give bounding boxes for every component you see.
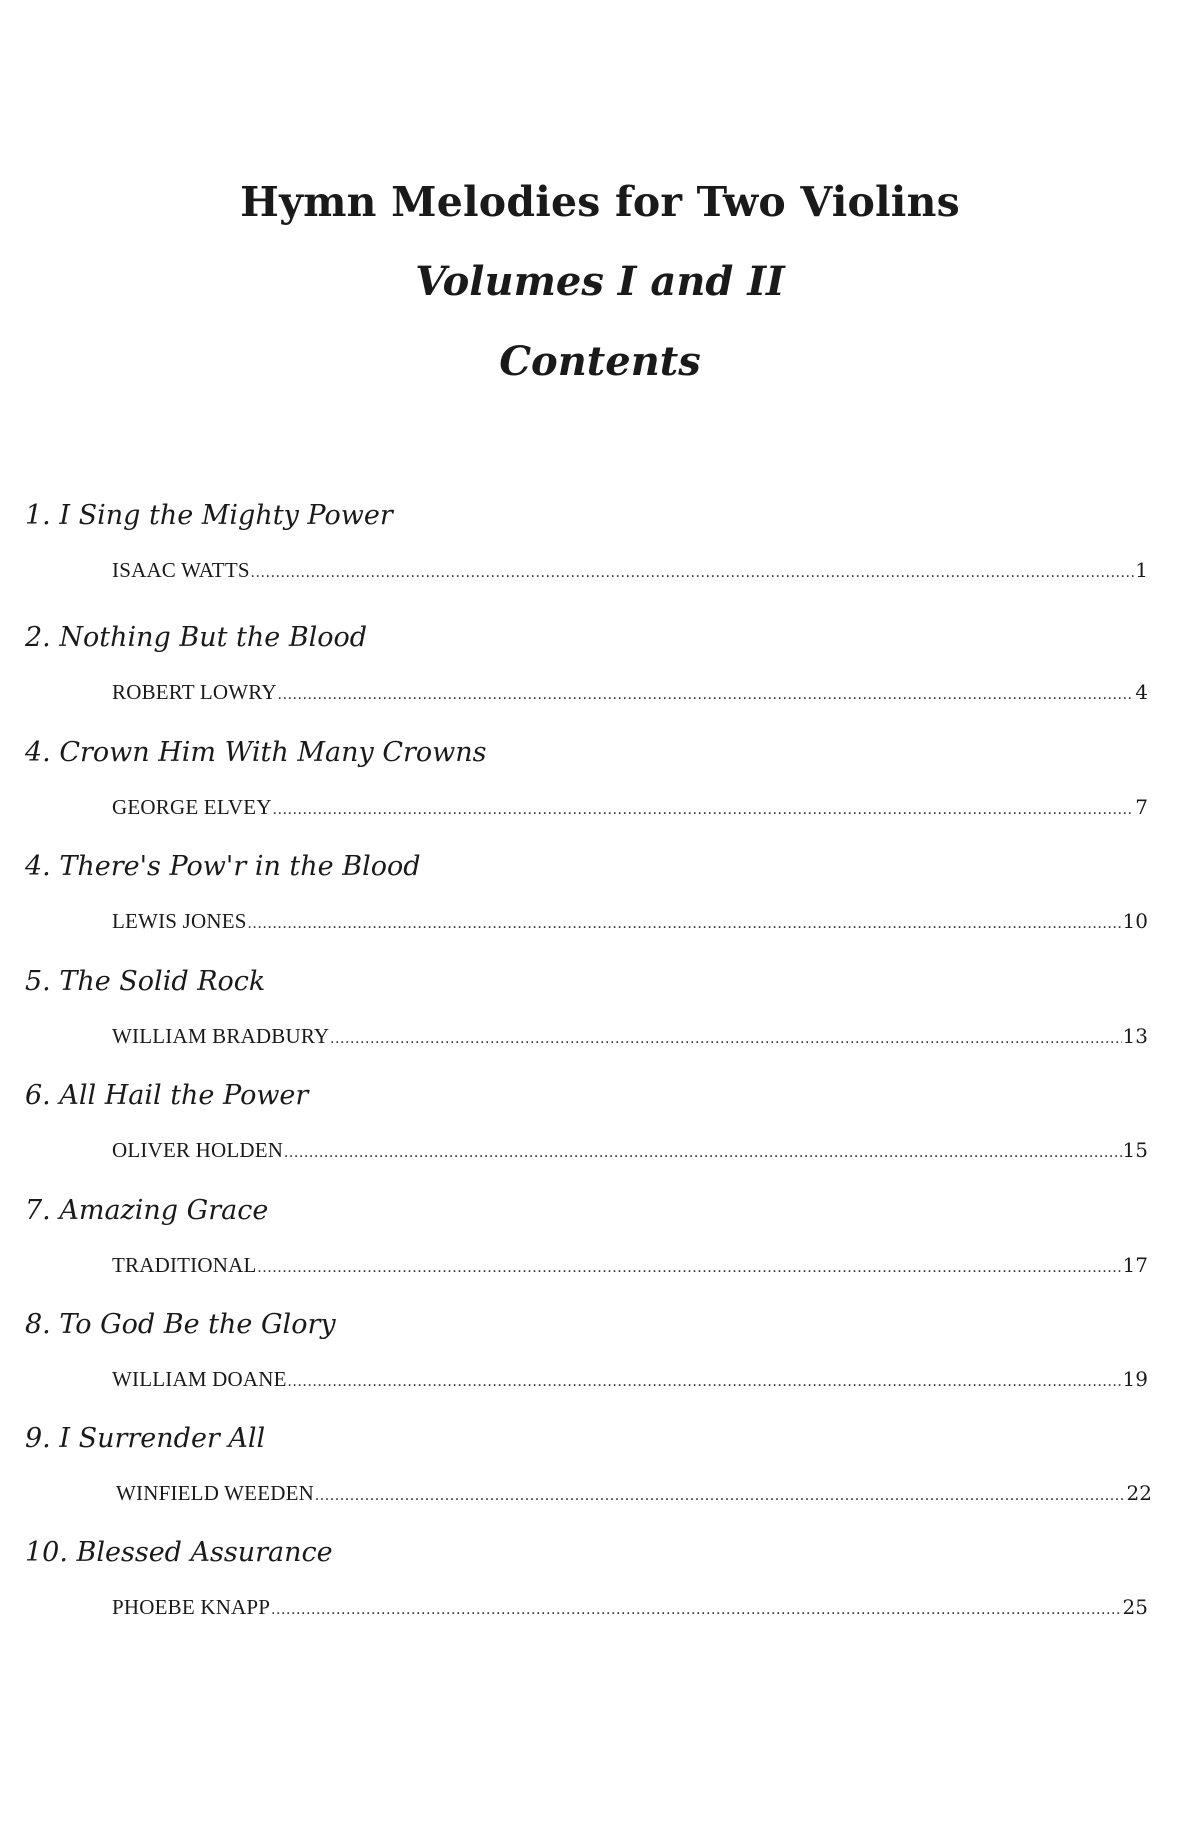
dot-leader [273,801,1135,819]
contents-heading: Contents [499,338,701,385]
toc-entry-title: 4. Crown Him With Many Crowns [25,737,487,768]
toc-entry-page-number: 13 [1122,1024,1148,1048]
toc-entry-line [112,1024,1148,1049]
toc-entry-author: ISAAC WATTS [112,558,250,582]
dot-leader [271,1601,1121,1619]
toc-entry[interactable] [0,1423,1200,1537]
toc-entry-author: WINFIELD WEEDEN [116,1481,314,1505]
toc-entry-title: 9. I Surrender All [25,1423,266,1454]
toc-entry[interactable] [0,966,1200,1080]
toc-entry-page-number: 19 [1122,1367,1148,1391]
dot-leader [330,1030,1121,1048]
toc-entry[interactable] [0,1080,1200,1194]
toc-entry-page-number: 17 [1122,1253,1148,1277]
dot-leader [278,686,1135,704]
dot-leader [258,1259,1122,1277]
toc-entry-line [116,1481,1152,1506]
document-subtitle: Volumes I and II [415,258,785,305]
toc-entry-page-number: 22 [1126,1481,1152,1505]
toc-entry-title: 1. I Sing the Mighty Power [25,500,393,531]
toc-entry[interactable] [0,737,1200,851]
toc-entry[interactable] [0,1537,1200,1651]
toc-entry-author: GEORGE ELVEY [112,795,272,819]
dot-leader [288,1373,1122,1391]
toc-entry-line [112,1367,1148,1392]
toc-entry-author: OLIVER HOLDEN [112,1138,284,1162]
toc-entry-title: 8. To God Be the Glory [25,1309,336,1340]
toc-entry[interactable] [0,1195,1200,1309]
document-title: Hymn Melodies for Two Violins [240,178,960,226]
toc-entry[interactable] [0,851,1200,965]
toc-entry-page-number: 15 [1122,1138,1148,1162]
toc-entry-author: TRADITIONAL [112,1253,257,1277]
toc-entry-line [112,909,1148,934]
toc-entry-title: 5. The Solid Rock [25,966,266,997]
toc-entry-page-number: 10 [1122,909,1148,933]
toc-entry-title: 4. There's Pow'r in the Blood [25,851,421,882]
toc-entry[interactable] [0,1309,1200,1423]
toc-entry-title: 10. Blessed Assurance [25,1537,333,1568]
toc-entry-line [112,1253,1148,1278]
toc-entry-author: PHOEBE KNAPP [112,1595,271,1619]
toc-entry-line [112,795,1148,820]
toc-entry-title: 2. Nothing But the Blood [25,622,368,653]
toc-entry-page-number: 1 [1135,558,1148,582]
toc-entry-author: WILLIAM DOANE [112,1367,287,1391]
toc-entry-line [112,680,1148,705]
toc-entry-line [112,1138,1148,1163]
toc-entry-author: WILLIAM BRADBURY [112,1024,330,1048]
dot-leader [251,564,1135,582]
dot-leader [248,915,1122,933]
toc-entry-line [112,558,1148,583]
toc-entry[interactable] [0,622,1200,736]
toc-entry-author: LEWIS JONES [112,909,247,933]
toc-entry-page-number: 7 [1135,795,1148,819]
toc-entry-page-number: 25 [1122,1595,1148,1619]
dot-leader [315,1487,1126,1505]
toc-entry-author: ROBERT LOWRY [112,680,277,704]
toc-entry-line [112,1595,1148,1620]
toc-entry-page-number: 4 [1135,680,1148,704]
toc-entry-title: 6. All Hail the Power [25,1080,309,1111]
toc-entry[interactable] [0,500,1200,614]
dot-leader [284,1144,1121,1162]
toc-entry-title: 7. Amazing Grace [25,1195,269,1226]
